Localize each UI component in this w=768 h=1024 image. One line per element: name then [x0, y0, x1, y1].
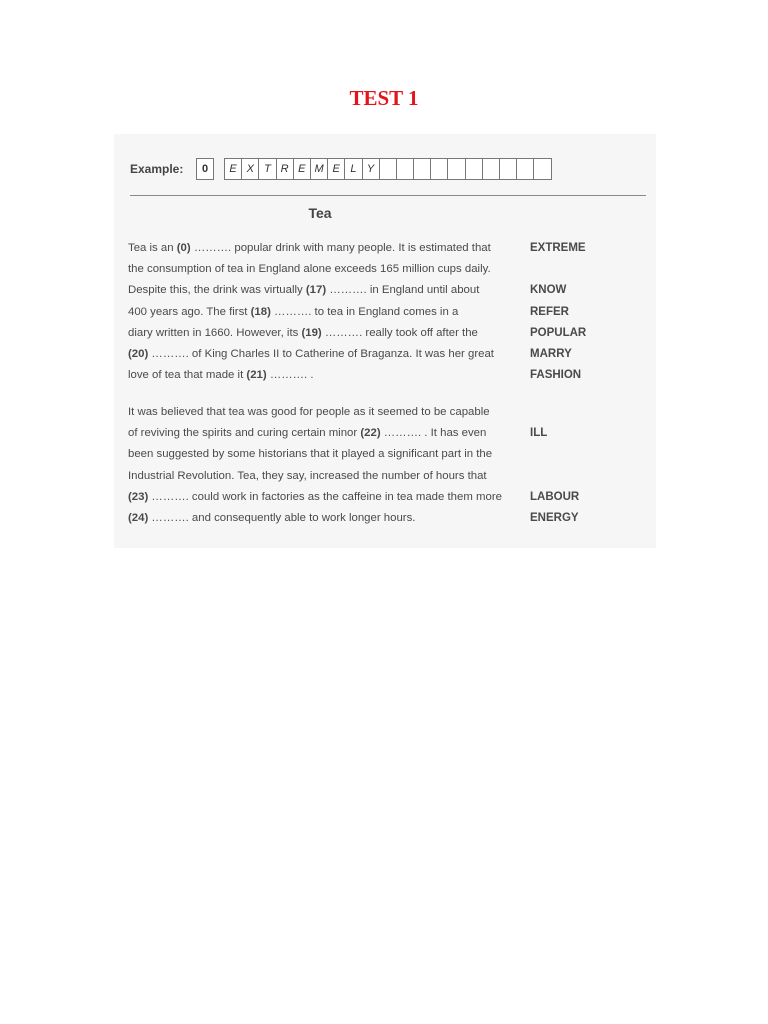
answer-box — [448, 158, 465, 180]
answer-box: M — [311, 158, 328, 180]
answer-box — [534, 158, 551, 180]
divider — [130, 195, 646, 196]
text-line: 400 years ago. The first (18) ………. to tea in England comes in a — [128, 305, 459, 318]
answer-box — [397, 158, 414, 180]
text-line: Tea is an (0) ………. popular drink with many people. It is estimated that — [128, 242, 491, 254]
answer-box — [431, 158, 448, 180]
paragraph-1 — [128, 238, 512, 386]
text-heading: Tea — [308, 205, 332, 221]
answer-box: E — [294, 158, 311, 180]
keyword — [530, 259, 586, 280]
text-line: (20) ………. of King Charles II to Catherine of Braganza. It was her great — [128, 348, 494, 361]
answer-box — [500, 158, 517, 180]
keyword: FASHION — [530, 369, 582, 382]
answer-box — [517, 158, 534, 180]
keyword: LABOUR — [530, 490, 580, 503]
answer-box — [380, 158, 397, 180]
answer-box: R — [277, 158, 294, 180]
text-line: (23) ………. could work in factories as the caffeine in tea made them more — [128, 490, 502, 503]
text-line: diary written in 1660. However, its (19) ………. really took off after the — [128, 326, 478, 339]
keyword: ILL — [530, 427, 548, 439]
answer-box: E — [328, 158, 345, 180]
answer-box — [414, 158, 431, 180]
answer-box: E — [225, 158, 242, 180]
keywords-1 — [530, 238, 586, 386]
text-line: (24) ………. and consequently able to work longer hours. — [128, 512, 416, 525]
text-line: It was believed that tea was good for people as it seemed to be capable — [128, 406, 490, 418]
keyword: ENERGY — [530, 511, 579, 524]
page-title: TEST 1 — [349, 86, 419, 110]
example-number: 0 — [196, 158, 214, 180]
answer-box: T — [259, 158, 276, 180]
keyword — [530, 444, 579, 465]
text-line: of reviving the spirits and curing certain minor (22) ………. . It has even — [128, 427, 487, 440]
text-line: the consumption of tea in England alone exceeds 165 million cups daily. — [128, 263, 491, 276]
example-row — [130, 158, 552, 180]
text-line: love of tea that made it (21) ………. . — [128, 369, 314, 382]
keyword: POPULAR — [530, 326, 587, 339]
text-line: Despite this, the drink was virtually (17) ………. in England until about — [128, 284, 480, 297]
answer-box: X — [242, 158, 259, 180]
keyword: REFER — [530, 305, 569, 318]
keywords-2 — [530, 423, 579, 529]
answer-box — [466, 158, 483, 180]
paragraph-2 — [128, 402, 512, 529]
text-line: Industrial Revolution. Tea, they say, increased the number of hours that — [128, 469, 487, 482]
answer-boxes — [224, 158, 552, 180]
answer-box: L — [345, 158, 362, 180]
keyword: EXTREME — [530, 242, 586, 254]
answer-box — [483, 158, 500, 180]
keyword: MARRY — [530, 347, 572, 360]
keyword — [530, 465, 579, 486]
keyword: KNOW — [530, 284, 567, 297]
example-label: Example: — [130, 162, 184, 176]
text-line: been suggested by some historians that it played a significant part in the — [128, 448, 493, 461]
answer-box: Y — [363, 158, 380, 180]
